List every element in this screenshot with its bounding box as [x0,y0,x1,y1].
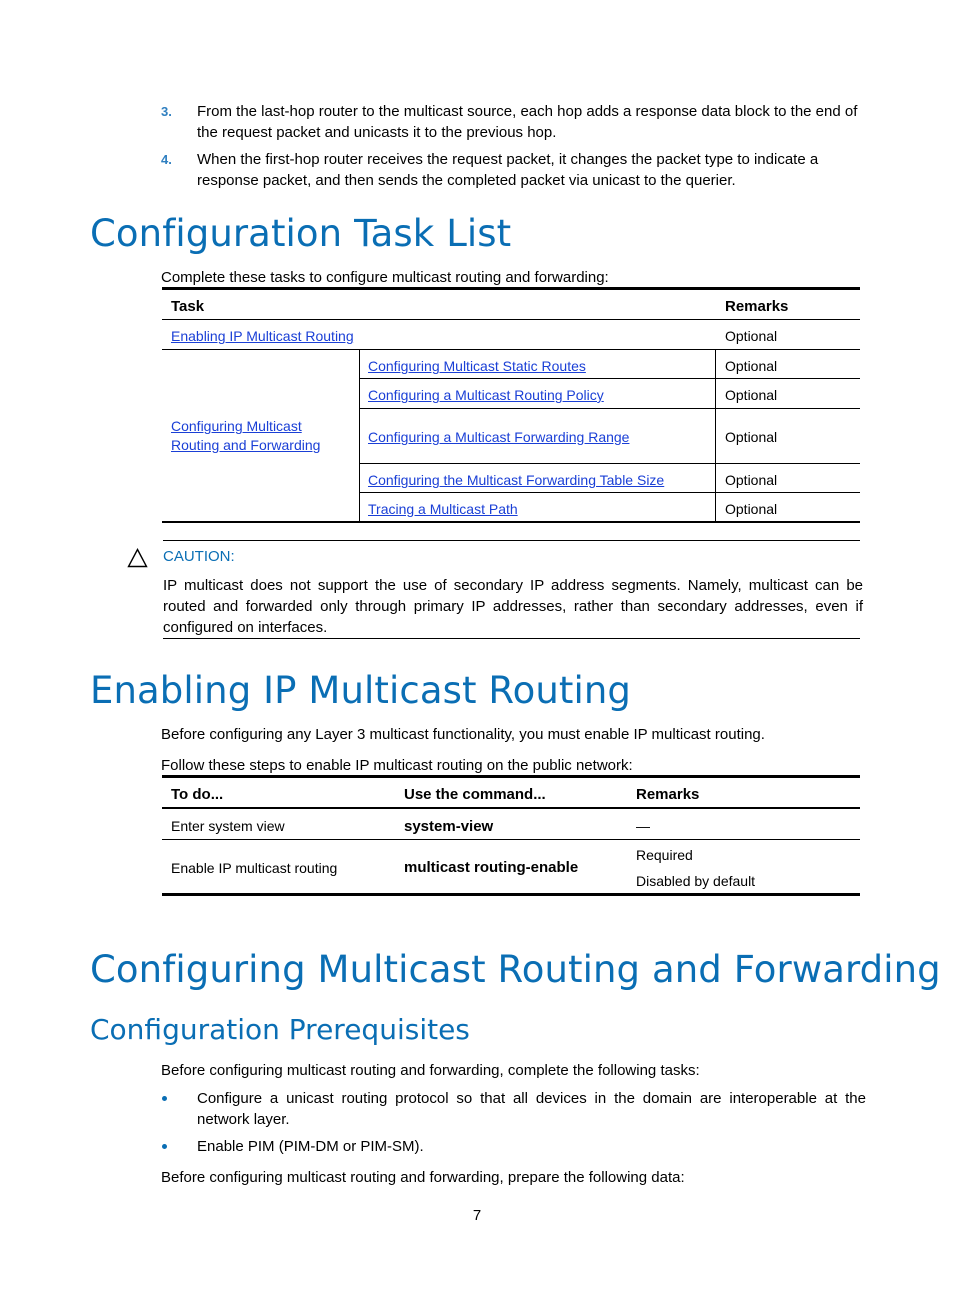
link-enabling-ip-multicast-routing[interactable]: Enabling IP Multicast Routing [171,328,354,344]
column-divider [359,349,360,523]
list-item [161,1136,866,1157]
link-multicast-static-routes[interactable]: Configuring Multicast Static Routes [368,358,586,374]
list-item [161,1088,866,1130]
remarks-cell: Required [636,847,693,863]
table-top-rule [162,775,860,778]
link-multicast-forwarding-table-size[interactable]: Configuring the Multicast Forwarding Table Size [368,472,665,488]
table-bottom-rule [162,521,860,523]
remarks-cell: Optional [725,387,778,403]
table-top-rule [162,287,860,290]
command-cell: multicast routing-enable [404,859,579,876]
row-divider [359,463,860,464]
header-divider [162,807,860,809]
row-divider [359,492,860,493]
caution-body: IP multicast does not support the use of secondary IP address segments. Namely, multicast can be routed and forwarded only through primary IP addresses, rather than secondary addresses, even if configured on interfaces. [163,577,863,636]
step-3 [161,101,866,143]
bullet-text: Enable PIM (PIM-DM or PIM-SM). [197,1138,424,1155]
step-text: From the last-hop router to the multicast source, each hop adds a response data block to the end of the request packet and unicasts it to the previous hop. [197,103,858,141]
remarks-cell: — [636,818,650,834]
link-multicast-routing-policy[interactable]: Configuring a Multicast Routing Policy [368,387,604,403]
remarks-cell: Optional [725,429,778,445]
prereq-para-2: Before configuring multicast routing and forwarding, prepare the following data: [161,1169,685,1186]
table-row [368,386,604,405]
table-row [368,500,518,519]
caution-top-rule [163,540,860,541]
todo-cell: Enter system view [171,818,285,834]
remarks-cell: Optional [725,501,778,517]
column-header-task: Task [171,298,205,315]
group-task-cell [171,417,351,455]
remarks-cell: Optional [725,358,778,374]
link-configuring-multicast-routing-and-forwarding[interactable]: Configuring Multicast Routing and Forwarding [171,418,321,453]
command-cell: system-view [404,818,494,835]
link-tracing-multicast-path[interactable]: Tracing a Multicast Path [368,501,518,517]
column-header-todo: To do... [171,786,224,803]
remarks-cell: Disabled by default [636,873,756,889]
column-header-remarks: Remarks [725,298,789,315]
enabling-para-2: Follow these steps to enable IP multicast routing on the public network: [161,757,633,774]
step-text: When the first-hop router receives the request packet, it changes the packet type to indicate a response packet, and then sends the completed packet via unicast to the querier. [197,151,819,189]
header-divider [162,319,860,320]
todo-cell: Enable IP multicast routing [171,860,338,876]
warning-triangle-icon [127,548,148,568]
table-row [368,471,664,490]
section-title-configuring: Configuring Multicast Routing and Forwarding [90,948,941,991]
row-divider [162,349,860,350]
step-number: 4. [161,152,172,167]
row-divider [162,839,860,840]
column-header-remarks: Remarks [636,786,700,803]
caution-title: CAUTION: [163,548,235,565]
caution-bottom-rule [163,638,860,639]
section-title-enabling: Enabling IP Multicast Routing [90,669,631,712]
table-row [171,327,354,346]
row-divider [359,408,860,409]
remarks-cell: Optional [725,328,778,344]
table-row [368,428,629,447]
column-header-command: Use the command... [404,786,546,803]
table-bottom-rule [162,893,860,896]
section-title-task-list: Configuration Task List [90,212,512,255]
row-divider [359,378,860,379]
enabling-para-1: Before configuring any Layer 3 multicast functionality, you must enable IP multicast routing. [161,726,765,743]
link-multicast-forwarding-range[interactable]: Configuring a Multicast Forwarding Range [368,429,630,445]
table-row [368,357,586,376]
column-divider [715,349,716,523]
prereq-para-1: Before configuring multicast routing and forwarding, complete the following tasks: [161,1062,700,1079]
step-number: 3. [161,104,172,119]
bullet-icon [162,1144,167,1149]
page-number: 7 [472,1207,482,1224]
task-list-intro: Complete these tasks to configure multicast routing and forwarding: [161,269,609,286]
bullet-icon [162,1096,167,1101]
subsection-title-prerequisites: Configuration Prerequisites [90,1013,470,1046]
bullet-text: Configure a unicast routing protocol so that all devices in the domain are interoperable at the network layer. [197,1090,866,1128]
remarks-cell: Optional [725,472,778,488]
step-4 [161,149,866,191]
